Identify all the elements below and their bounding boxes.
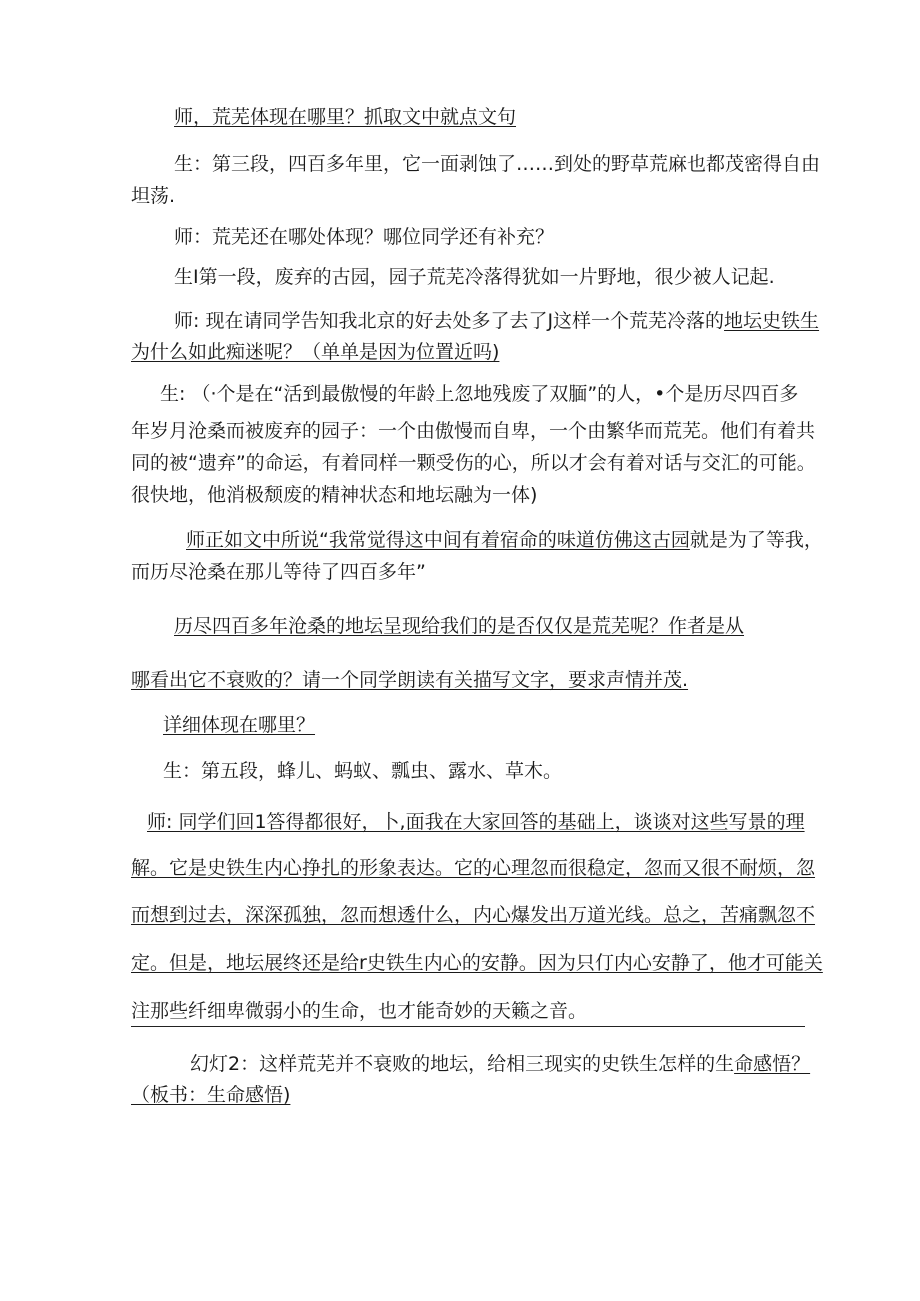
teacher-quote-cont: 而历尽沧桑在那儿等待了四百多年” bbox=[131, 561, 426, 583]
student-answer-3-line4: 很快地，他消极颓废的精神状态和地坛融为一体) bbox=[131, 484, 538, 506]
teacher-question-1: 师，荒芜体现在哪里？抓取文中就点文句 bbox=[174, 106, 517, 128]
teacher-question-3-cont: 为什么如此痴迷呢？（单单是因为位置近吗) bbox=[131, 341, 500, 363]
teacher-summary-line2: 解。它是史铁生内心挣扎的形象表达。它的心理忽而很稳定，忽而又很不耐烦，忽 bbox=[131, 857, 816, 879]
student-answer-3: 生: （·个是在“活到最傲慢的年龄上忽地残废了双腼”的人，•个是历尽四百多 bbox=[160, 383, 799, 405]
slide-2-question bbox=[190, 1052, 810, 1076]
teacher-question-5: 详细体现在哪里？ bbox=[163, 714, 316, 736]
teacher-question-3-text: 师: 现在请同学告知我北京的好去处多了去了J这样一个荒芜冷落的 bbox=[174, 310, 725, 332]
student-answer-4: 生：第五段，蜂儿、蚂蚁、瓢虫、露水、草木。 bbox=[163, 760, 563, 782]
student-answer-3-line3: 同的被“遗弃”的命运，有着同样一颗受伤的心，所以才会有着对话与交汇的可能。 bbox=[131, 452, 816, 474]
slide-2-question-text: 幻灯2：这样荒芜并不衰败的地坛，给相三现实的史铁生怎样的生 bbox=[190, 1053, 735, 1075]
student-answer-1: 生：第三段，四百多年里，它一面剥蚀了……到处的野草荒麻也都茂密得自由 bbox=[174, 153, 821, 175]
teacher-question-2: 师：荒芜还在哪处体现？哪位同学还有补充？ bbox=[174, 226, 555, 248]
teacher-summary: 师: 同学们回1答得都很好，卜,面我在大家回答的基础上，谈谈对这些写景的理 bbox=[147, 811, 805, 833]
teacher-quote bbox=[186, 528, 823, 552]
teacher-summary-line5: 注那些纤细卑微弱小的生命，也才能奇妙的天籁之音。 bbox=[131, 1000, 588, 1022]
student-answer-1-cont: 坦荡. bbox=[131, 185, 176, 207]
student-answer-3-line2: 年岁月沧桑而被废弃的园子：一个由傲慢而自卑，一个由繁华而荒芜。他们有着共 bbox=[131, 420, 816, 442]
teacher-quote-underlined: 师正如文中所说“我常觉得这中间有着宿命的味道仿佛这古园 bbox=[186, 529, 690, 551]
teacher-summary-line3: 而想到过去，深深孤独，忽而想透什么，内心爆发出万道光线。总之，苦痛飘忽不 bbox=[131, 904, 816, 926]
teacher-question-3 bbox=[174, 309, 819, 333]
horizontal-divider bbox=[131, 1026, 805, 1027]
teacher-question-3-underlined: 地坛史铁生 bbox=[724, 310, 820, 332]
teacher-summary-line4: 定。但是，地坛展终还是给r史铁生内心的安静。因为只仃内心安静了，他才可能关 bbox=[131, 952, 823, 974]
teacher-question-4: 历尽四百多年沧桑的地坛呈现给我们的是否仅仅是荒芜呢？作者是从 bbox=[174, 615, 745, 637]
student-answer-2: 生I第一段，废弃的古园，园子荒芜冷落得犹如一片野地，很少被人记起. bbox=[174, 266, 775, 288]
blackboard-note: （板书：生命感悟) bbox=[131, 1084, 291, 1106]
slide-2-question-underlined: 命感悟？ bbox=[734, 1053, 811, 1075]
teacher-quote-rest: 就是为了等我， bbox=[689, 529, 823, 551]
teacher-question-4-cont: 哪看出它不衰败的？请一个同学朗读有关描写文字，要求声情并茂. bbox=[131, 669, 689, 691]
